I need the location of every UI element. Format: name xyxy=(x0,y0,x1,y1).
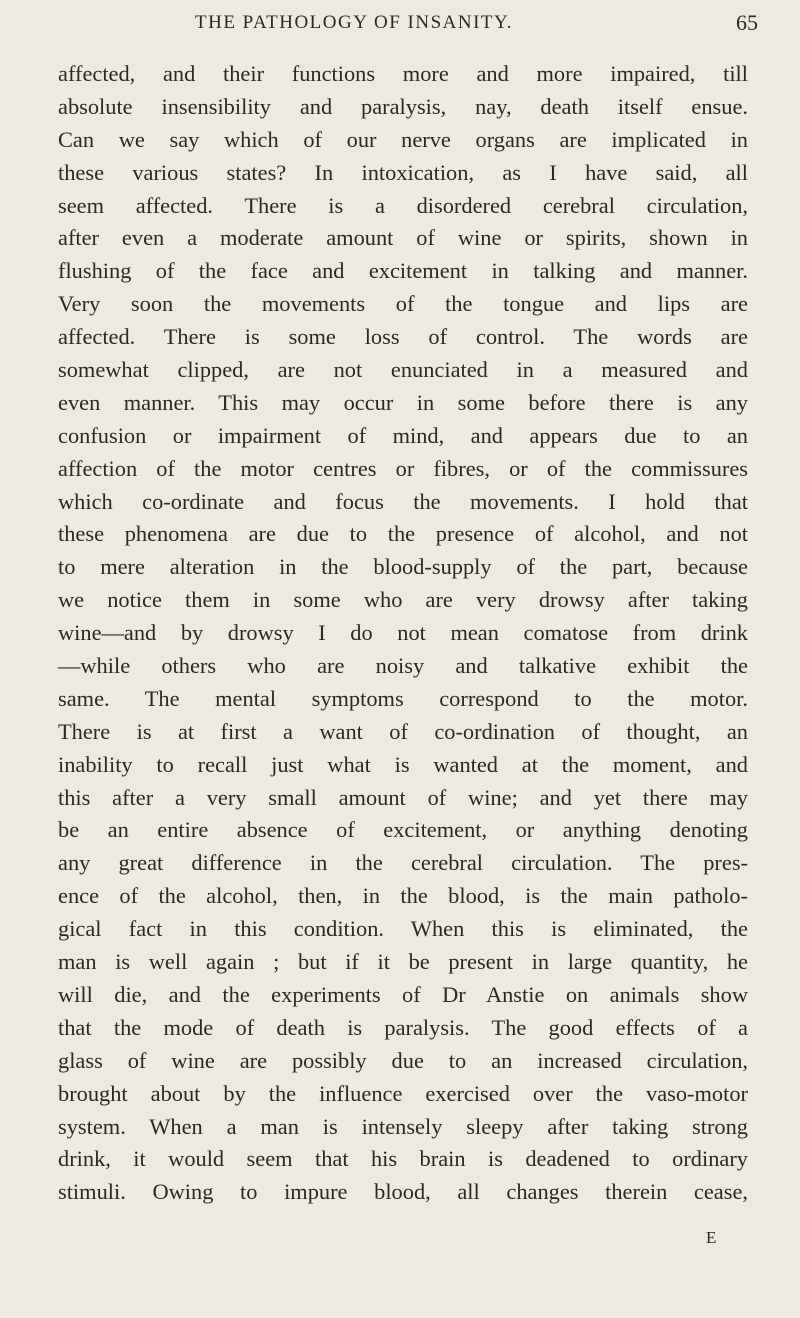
text-line: will die, and the experiments of Dr Anstie on animals show xyxy=(58,981,748,1007)
page-number: 65 xyxy=(736,10,758,35)
text-line: affected. There is some loss of control. The words are xyxy=(58,324,748,350)
text-line: man is well again ; but if it be present in large quantity, he xyxy=(58,949,748,975)
text-line: system. When a man is intensely sleepy after taking strong xyxy=(58,1113,748,1139)
text-line: —while others who are noisy and talkative exhibit the xyxy=(58,653,748,679)
text-line: absolute insensibility and paralysis, nay, death itself ensue. xyxy=(58,93,748,119)
text-line: Very soon the movements of the tongue and lips are xyxy=(58,291,748,317)
text-line: brought about by the influence exercised over the vaso-motor xyxy=(58,1080,748,1106)
text-line: confusion or impairment of mind, and appears due to an xyxy=(58,422,748,448)
text-line: same. The mental symptoms correspond to the motor. xyxy=(58,685,748,711)
text-line: flushing of the face and excitement in talking and manner. xyxy=(58,258,748,284)
text-line: gical fact in this condition. When this is eliminated, the xyxy=(58,916,748,942)
text-line: this after a very small amount of wine; and yet there may xyxy=(58,784,748,810)
body-text xyxy=(58,58,748,1209)
running-title: THE PATHOLOGY OF INSANITY. xyxy=(195,12,514,33)
text-line: after even a moderate amount of wine or spirits, shown in xyxy=(58,225,748,251)
text-line: stimuli. Owing to impure blood, all changes therein cease, xyxy=(58,1179,748,1205)
text-line: affected, and their functions more and more impaired, till xyxy=(58,61,748,86)
text-line: glass of wine are possibly due to an increased circulation, xyxy=(58,1047,748,1073)
text-line: There is at first a want of co-ordination of thought, an xyxy=(58,718,748,744)
text-line: we notice them in some who are very drowsy after taking xyxy=(58,587,748,613)
text-line: affection of the motor centres or fibres, or of the commissures xyxy=(58,455,748,481)
signature-mark: E xyxy=(706,1228,718,1247)
text-line: drink, it would seem that his brain is deadened to ordinary xyxy=(58,1146,748,1172)
text-line: that the mode of death is paralysis. The good effects of a xyxy=(58,1014,748,1040)
text-line: any great difference in the cerebral circulation. The pres- xyxy=(58,850,748,876)
text-line: somewhat clipped, are not enunciated in a measured and xyxy=(58,357,748,383)
text-line: these phenomena are due to the presence of alcohol, and not xyxy=(58,521,748,547)
text-line: Can we say which of our nerve organs are implicated in xyxy=(58,126,748,152)
text-line: seem affected. There is a disordered cerebral circulation, xyxy=(58,192,748,218)
text-line: to mere alteration in the blood-supply of the part, because xyxy=(58,554,748,580)
text-line: which co-ordinate and focus the movements. I hold that xyxy=(58,488,748,514)
text-line: wine—and by drowsy I do not mean comatose from drink xyxy=(58,620,748,646)
text-line: be an entire absence of excitement, or anything denoting xyxy=(58,817,748,843)
text-line: ence of the alcohol, then, in the blood, is the main patholo- xyxy=(58,883,748,909)
text-line: these various states? In intoxication, as I have said, all xyxy=(58,159,748,185)
text-line: even manner. This may occur in some before there is any xyxy=(58,389,748,415)
text-line: inability to recall just what is wanted at the moment, and xyxy=(58,751,748,777)
running-head xyxy=(0,8,800,38)
